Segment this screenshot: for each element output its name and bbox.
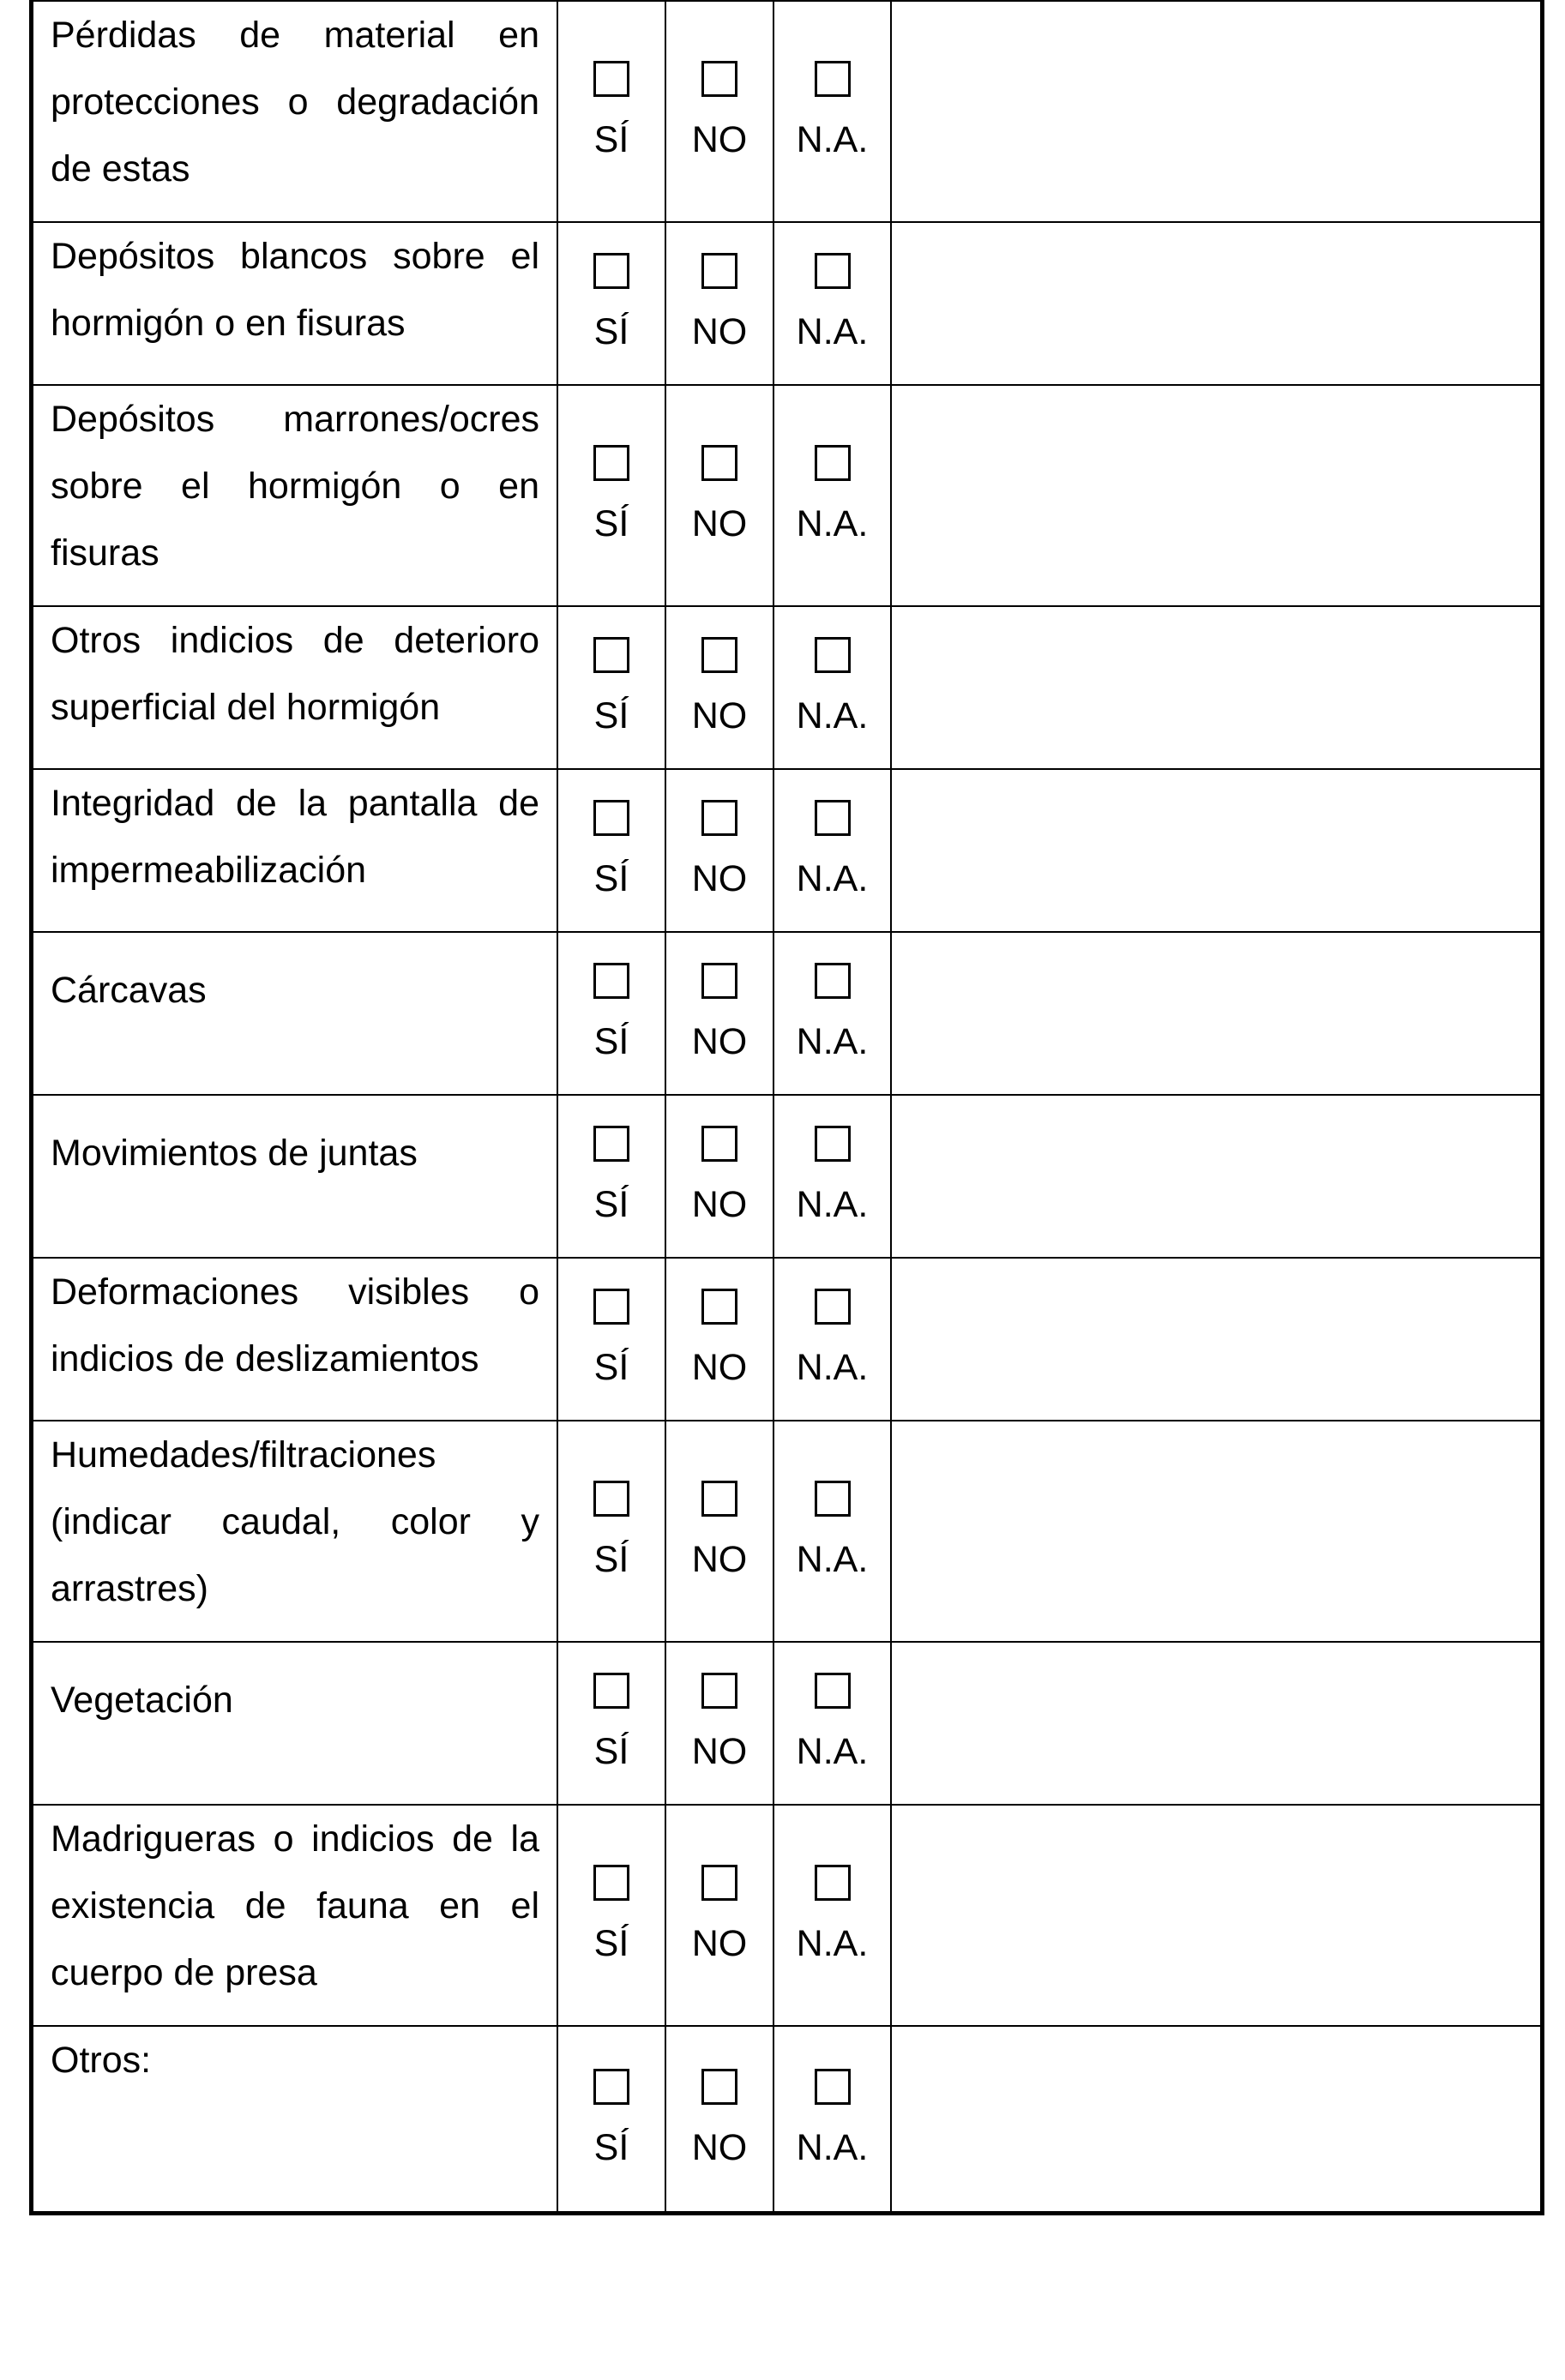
checklist-row: [32, 1258, 1543, 1421]
option-cell-no: [665, 1421, 773, 1642]
checkbox-label-no: NO: [691, 1021, 748, 1062]
checkbox-na[interactable]: [815, 963, 851, 999]
item-description: Integridad de la pantalla de impermeabilización: [51, 783, 539, 891]
checkbox-si[interactable]: [593, 445, 629, 481]
item-description-cell: [32, 1, 558, 222]
option-cell-na: [773, 1, 891, 222]
option-cell-si: [557, 1805, 665, 2026]
option-cell-na: [773, 769, 891, 932]
checkbox-na[interactable]: [815, 445, 851, 481]
item-description-cell: [32, 1258, 558, 1421]
checkbox-label-no: NO: [691, 1731, 748, 1772]
checkbox-si[interactable]: [593, 253, 629, 289]
checklist-row: [32, 769, 1543, 932]
checkbox-label-no: NO: [691, 858, 748, 899]
option-cell-no: [665, 1805, 773, 2026]
observations-cell[interactable]: [891, 222, 1543, 385]
checkbox-si[interactable]: [593, 1865, 629, 1901]
option-cell-no: [665, 932, 773, 1095]
checkbox-no[interactable]: [701, 2069, 737, 2105]
checkbox-label-no: NO: [691, 1539, 748, 1580]
checklist-row: [32, 1642, 1543, 1805]
checkbox-label-si: SÍ: [593, 1731, 629, 1772]
option-cell-na: [773, 606, 891, 769]
checkbox-no[interactable]: [701, 1481, 737, 1517]
checkbox-label-si: SÍ: [593, 503, 629, 544]
checkbox-na[interactable]: [815, 1865, 851, 1901]
observations-cell[interactable]: [891, 1805, 1543, 2026]
checkbox-label-na: N.A.: [796, 311, 869, 352]
observations-cell[interactable]: [891, 385, 1543, 606]
inspection-checklist-table: [29, 0, 1544, 2215]
option-cell-si: [557, 1642, 665, 1805]
checkbox-label-na: N.A.: [796, 695, 869, 736]
checkbox-na[interactable]: [815, 2069, 851, 2105]
checkbox-label-na: N.A.: [796, 1539, 869, 1580]
observations-cell[interactable]: [891, 1, 1543, 222]
item-description: Humedades/filtraciones (indicar caudal, color y arrastres): [51, 1434, 539, 1609]
option-cell-na: [773, 1095, 891, 1258]
checkbox-na[interactable]: [815, 1289, 851, 1325]
checklist-row: [32, 1, 1543, 222]
observations-cell[interactable]: [891, 1421, 1543, 1642]
item-description: Pérdidas de material en protecciones o degradación de estas: [51, 15, 539, 189]
checkbox-label-si: SÍ: [593, 695, 629, 736]
option-cell-si: [557, 606, 665, 769]
observations-cell[interactable]: [891, 1095, 1543, 1258]
checkbox-si[interactable]: [593, 963, 629, 999]
checklist-row: [32, 2026, 1543, 2213]
checkbox-na[interactable]: [815, 637, 851, 673]
checkbox-si[interactable]: [593, 1126, 629, 1162]
checklist-row: [32, 606, 1543, 769]
option-cell-no: [665, 1095, 773, 1258]
item-description: Otros indicios de deterioro superficial del hormigón: [51, 620, 539, 728]
checkbox-si[interactable]: [593, 2069, 629, 2105]
checkbox-label-no: NO: [691, 311, 748, 352]
observations-cell[interactable]: [891, 769, 1543, 932]
checkbox-si[interactable]: [593, 1481, 629, 1517]
option-cell-na: [773, 1258, 891, 1421]
option-cell-na: [773, 932, 891, 1095]
item-description: Otros:: [51, 2040, 152, 2081]
option-cell-na: [773, 2026, 891, 2213]
checkbox-na[interactable]: [815, 1126, 851, 1162]
item-description-cell: [32, 2026, 558, 2213]
observations-cell[interactable]: [891, 932, 1543, 1095]
checklist-row: [32, 385, 1543, 606]
checkbox-no[interactable]: [701, 1289, 737, 1325]
checkbox-no[interactable]: [701, 1126, 737, 1162]
item-description-cell: [32, 222, 558, 385]
checkbox-label-no: NO: [691, 2127, 748, 2168]
item-description-cell: [32, 1421, 558, 1642]
checkbox-si[interactable]: [593, 61, 629, 97]
checkbox-label-no: NO: [691, 1184, 748, 1225]
observations-cell[interactable]: [891, 2026, 1543, 2213]
observations-cell[interactable]: [891, 1642, 1543, 1805]
option-cell-no: [665, 385, 773, 606]
checkbox-label-na: N.A.: [796, 1347, 869, 1388]
checkbox-na[interactable]: [815, 1673, 851, 1709]
item-description-cell: [32, 1095, 558, 1258]
checkbox-no[interactable]: [701, 800, 737, 836]
option-cell-no: [665, 2026, 773, 2213]
checkbox-label-no: NO: [691, 695, 748, 736]
option-cell-no: [665, 1642, 773, 1805]
option-cell-na: [773, 1805, 891, 2026]
checkbox-label-no: NO: [691, 1347, 748, 1388]
checkbox-si[interactable]: [593, 1673, 629, 1709]
checkbox-label-na: N.A.: [796, 119, 869, 160]
checklist-row: [32, 932, 1543, 1095]
option-cell-si: [557, 1095, 665, 1258]
checkbox-no[interactable]: [701, 253, 737, 289]
option-cell-si: [557, 385, 665, 606]
option-cell-si: [557, 1421, 665, 1642]
checkbox-label-si: SÍ: [593, 1021, 629, 1062]
checkbox-label-na: N.A.: [796, 858, 869, 899]
checklist-row: [32, 1421, 1543, 1642]
checkbox-label-no: NO: [691, 119, 748, 160]
checkbox-si[interactable]: [593, 800, 629, 836]
checkbox-label-si: SÍ: [593, 1923, 629, 1964]
option-cell-si: [557, 2026, 665, 2213]
checkbox-na[interactable]: [815, 253, 851, 289]
checkbox-si[interactable]: [593, 637, 629, 673]
option-cell-no: [665, 1, 773, 222]
option-cell-no: [665, 1258, 773, 1421]
item-description-cell: [32, 1805, 558, 2026]
checkbox-na[interactable]: [815, 1481, 851, 1517]
checkbox-label-si: SÍ: [593, 858, 629, 899]
checkbox-label-no: NO: [691, 503, 748, 544]
option-cell-si: [557, 769, 665, 932]
checkbox-no[interactable]: [701, 1865, 737, 1901]
item-description: Cárcavas: [51, 970, 207, 1011]
checkbox-label-na: N.A.: [796, 1731, 869, 1772]
item-description-cell: [32, 1642, 558, 1805]
checkbox-label-na: N.A.: [796, 503, 869, 544]
checkbox-label-si: SÍ: [593, 2127, 629, 2168]
option-cell-si: [557, 1258, 665, 1421]
option-cell-na: [773, 385, 891, 606]
option-cell-si: [557, 222, 665, 385]
checkbox-label-si: SÍ: [593, 1539, 629, 1580]
checklist-row: [32, 222, 1543, 385]
option-cell-na: [773, 1642, 891, 1805]
checkbox-label-na: N.A.: [796, 1184, 869, 1225]
option-cell-na: [773, 1421, 891, 1642]
checkbox-label-si: SÍ: [593, 311, 629, 352]
item-description: Movimientos de juntas: [51, 1133, 418, 1174]
item-description: Depósitos marrones/ocres sobre el hormigón o en fisuras: [51, 399, 539, 574]
item-description-cell: [32, 606, 558, 769]
item-description-cell: [32, 769, 558, 932]
observations-cell[interactable]: [891, 606, 1543, 769]
item-description: Vegetación: [51, 1680, 233, 1721]
checkbox-na[interactable]: [815, 61, 851, 97]
checkbox-na[interactable]: [815, 800, 851, 836]
checkbox-no[interactable]: [701, 445, 737, 481]
checklist-row: [32, 1805, 1543, 2026]
checkbox-label-na: N.A.: [796, 2127, 869, 2168]
item-description: Madrigueras o indicios de la existencia de fauna en el cuerpo de presa: [51, 1818, 539, 1993]
option-cell-no: [665, 606, 773, 769]
option-cell-si: [557, 932, 665, 1095]
checkbox-label-si: SÍ: [593, 1347, 629, 1388]
option-cell-no: [665, 222, 773, 385]
item-description-cell: [32, 385, 558, 606]
item-description-cell: [32, 932, 558, 1095]
checkbox-si[interactable]: [593, 1289, 629, 1325]
option-cell-na: [773, 222, 891, 385]
checkbox-no[interactable]: [701, 963, 737, 999]
observations-cell[interactable]: [891, 1258, 1543, 1421]
checkbox-label-na: N.A.: [796, 1021, 869, 1062]
checklist-row: [32, 1095, 1543, 1258]
item-description: Depósitos blancos sobre el hormigón o en fisuras: [51, 236, 539, 344]
option-cell-si: [557, 1, 665, 222]
checkbox-label-no: NO: [691, 1923, 748, 1964]
checkbox-label-si: SÍ: [593, 1184, 629, 1225]
option-cell-no: [665, 769, 773, 932]
checkbox-no[interactable]: [701, 1673, 737, 1709]
checkbox-no[interactable]: [701, 61, 737, 97]
item-description: Deformaciones visibles o indicios de deslizamientos: [51, 1271, 539, 1379]
checkbox-no[interactable]: [701, 637, 737, 673]
checkbox-label-na: N.A.: [796, 1923, 869, 1964]
checkbox-label-si: SÍ: [593, 119, 629, 160]
